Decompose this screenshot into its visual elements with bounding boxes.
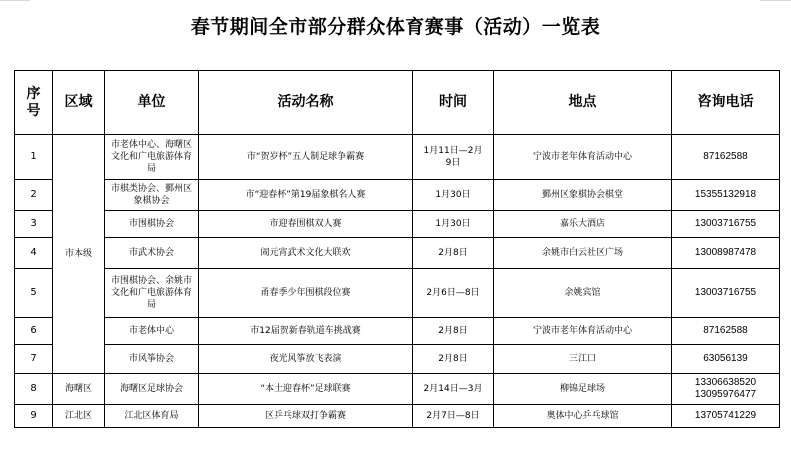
- table-row: [15, 135, 780, 180]
- cell-time: 1月30日: [413, 180, 494, 211]
- cell-time: 2月6日—8日: [413, 269, 494, 318]
- cell-location: 余姚市白云社区广场: [494, 238, 672, 269]
- header-phone: 咨询电话: [672, 71, 780, 135]
- cell-seq: 2: [15, 180, 53, 211]
- cell-activity: 夜光风筝放飞表演: [199, 345, 413, 374]
- page-title: 春节期间全市部分群众体育赛事（活动）一览表: [190, 16, 601, 38]
- header-row: [15, 71, 780, 135]
- phone-line-1: 13306638520: [694, 377, 757, 388]
- cell-seq: 7: [15, 345, 53, 374]
- header-location: 地点: [494, 71, 672, 135]
- cell-unit: 市棋类协会、鄞州区象棋协会: [105, 180, 199, 211]
- cell-seq: 5: [15, 269, 53, 318]
- cell-seq: 6: [15, 318, 53, 345]
- cell-region: 市本级: [53, 135, 105, 374]
- cell-time: 2月14日—3月: [413, 374, 494, 405]
- cell-phone: [672, 374, 780, 405]
- cell-unit: 海曙区足球协会: [105, 374, 199, 405]
- cell-time: 2月8日: [413, 238, 494, 269]
- cell-activity: “本土迎春杯”足球联赛: [199, 374, 413, 405]
- table-row: [15, 318, 780, 345]
- cell-unit: 市老体中心、海曙区文化和广电旅游体育局: [105, 135, 199, 180]
- cell-location: 嘉乐大酒店: [494, 211, 672, 238]
- table-row: [15, 269, 780, 318]
- cell-phone: 13008987478: [672, 238, 780, 269]
- cell-activity: 市12届贺新春轨道车挑战赛: [199, 318, 413, 345]
- table-row: [15, 238, 780, 269]
- cell-time: 2月8日: [413, 318, 494, 345]
- cell-unit: 市风筝协会: [105, 345, 199, 374]
- cell-activity: 市迎春围棋双人赛: [199, 211, 413, 238]
- cell-location: 柳锦足球场: [494, 374, 672, 405]
- cell-activity: 闹元宵武术文化大联欢: [199, 238, 413, 269]
- cell-seq: 9: [15, 405, 53, 428]
- table-row: [15, 180, 780, 211]
- cell-location: 宁波市老年体育活动中心: [494, 318, 672, 345]
- cell-location: 三江口: [494, 345, 672, 374]
- cell-phone: 87162588: [672, 135, 780, 180]
- table-row: [15, 211, 780, 238]
- cell-unit: 江北区体育局: [105, 405, 199, 428]
- cell-seq: 8: [15, 374, 53, 405]
- cell-activity: 区乒乓球双打争霸赛: [199, 405, 413, 428]
- cell-unit: 市围棋协会、余姚市文化和广电旅游体育局: [105, 269, 199, 318]
- cell-phone: 13705741229: [672, 405, 780, 428]
- events-table: [14, 70, 780, 428]
- phone-line-2: 13095976477: [694, 389, 757, 400]
- cell-location: 余姚宾馆: [494, 269, 672, 318]
- header-unit: 单位: [105, 71, 199, 135]
- cell-time: 2月7日—8日: [413, 405, 494, 428]
- cell-seq: 3: [15, 211, 53, 238]
- header-seq: 序号: [15, 71, 53, 135]
- cell-phone: 13003716755: [672, 269, 780, 318]
- cell-time: 1月30日: [413, 211, 494, 238]
- table-row: [15, 374, 780, 405]
- cell-unit: 市围棋协会: [105, 211, 199, 238]
- cell-time: 1月11日—2月9日: [413, 135, 494, 180]
- cell-seq: 1: [15, 135, 53, 180]
- cell-phone: 63056139: [672, 345, 780, 374]
- cell-unit: 市武术协会: [105, 238, 199, 269]
- cell-phone: 15355132918: [672, 180, 780, 211]
- cell-activity: 市“迎春杯”第19届象棋名人赛: [199, 180, 413, 211]
- cell-seq: 4: [15, 238, 53, 269]
- cell-time: 2月8日: [413, 345, 494, 374]
- cell-region: 海曙区: [53, 374, 105, 405]
- table-row: [15, 405, 780, 428]
- cell-location: 鄞州区象棋协会棋堂: [494, 180, 672, 211]
- cell-phone: 87162588: [672, 318, 780, 345]
- header-time: 时间: [413, 71, 494, 135]
- cell-location: 奥体中心乒乓球馆: [494, 405, 672, 428]
- cell-unit: 市老体中心: [105, 318, 199, 345]
- cell-region: 江北区: [53, 405, 105, 428]
- cell-activity: 市“贺岁杯”五人制足球争霸赛: [199, 135, 413, 180]
- cell-phone: 13003716755: [672, 211, 780, 238]
- cell-activity: 甬春季少年围棋段位赛: [199, 269, 413, 318]
- table-row: [15, 345, 780, 374]
- cell-location: 宁波市老年体育活动中心: [494, 135, 672, 180]
- header-region: 区域: [53, 71, 105, 135]
- header-activity: 活动名称: [199, 71, 413, 135]
- page-top-rule: [0, 0, 791, 3]
